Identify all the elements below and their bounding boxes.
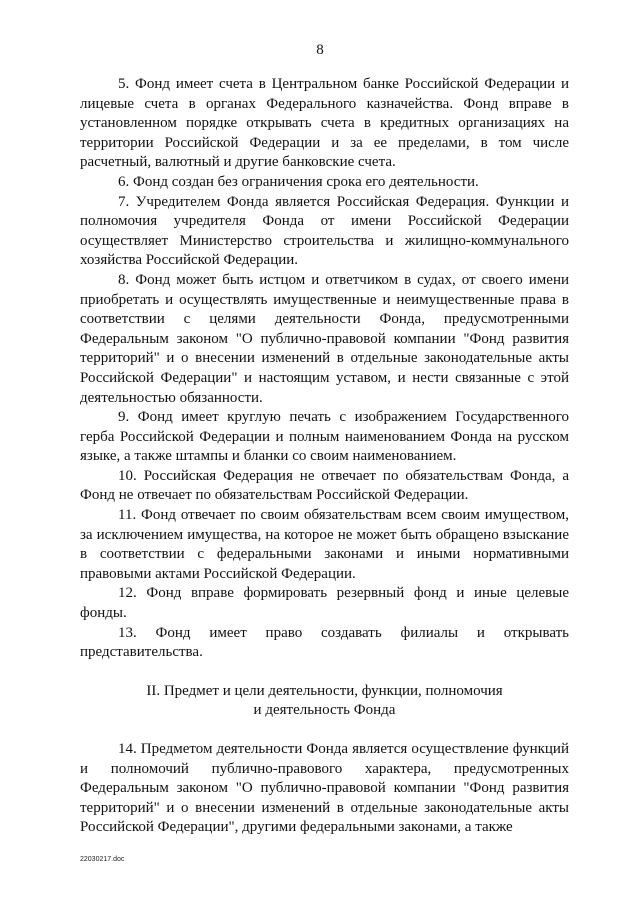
section-heading-line-2: и деятельность Фонда [253,702,396,719]
paragraph-6: 6. Фонд создан без ограничения срока его деятельности. [118,173,479,190]
paragraph-8: 8. Фонд может быть истцом и ответчиком в судах, от своего имени приобретать и осуществлять имущественные и неимущественные права в соответствии с целями деятельности Фонда, предусмотренными Федеральным законом "О публично-правовой компании "Фонд развития территорий" и о внесении изменений в отдельные законодательные акты Российской Федерации" и настоящим уставом, и нести связанные с этой деятельностью обязанности. [80,271,569,406]
section-heading [80,682,569,721]
paragraph-12: 12. Фонд вправе формировать резервный фонд и иные целевые фонды. [80,585,569,622]
section-heading-line-1: II. Предмет и цели деятельности, функции, полномочия [146,682,503,699]
paragraph-10: 10. Российская Федерация не отвечает по обязательствам Фонда, а Фонд не отвечает по обязательствам Российской Федерации. [80,467,569,504]
paragraph-9: 9. Фонд имеет круглую печать с изображением Государственного герба Российской Федерации и полным наименованием Фонда на русском языке, а также штампы и бланки со своим наименованием. [80,409,569,465]
paragraph-7: 7. Учредителем Фонда является Российская Федерация. Функции и полномочия учредителя Фонда от имени Российской Федерации осуществляет Министерство строительства и жилищно-коммунального хозяйства Российской Федерации. [80,193,569,269]
paragraph-5: 5. Фонд имеет счета в Центральном банке Российской Федерации и лицевые счета в органах Федерального казначейства. Фонд вправе в установленном порядке открывать счета в кредитных организациях на территории Российской Федерации и за ее пределами, в том числе расчетный, валютный и другие банковские счета. [80,76,569,171]
paragraph-11: 11. Фонд отвечает по своим обязательствам всем своим имуществом, за исключением имущества, на которое не может быть обращено взыскание в соответствии с федеральными законами и иными нормативными правовыми актами Российской Федерации. [80,507,569,582]
paragraph-13: 13. Фонд имеет право создавать филиалы и открывать представительства. [80,624,569,661]
page-number: 8 [316,42,324,58]
footer-filename: 22030217.doc [80,856,125,863]
paragraph-14: 14. Предметом деятельности Фонда является осуществление функций и полномочий публично-правового характера, предусмотренных Федеральным законом "О публично-правовой компании "Фонд развития территорий" и о внесении изменений в отдельные законодательные акты Российской Федерации", другими федеральными законами, а также [80,741,569,836]
document-body [80,75,569,838]
